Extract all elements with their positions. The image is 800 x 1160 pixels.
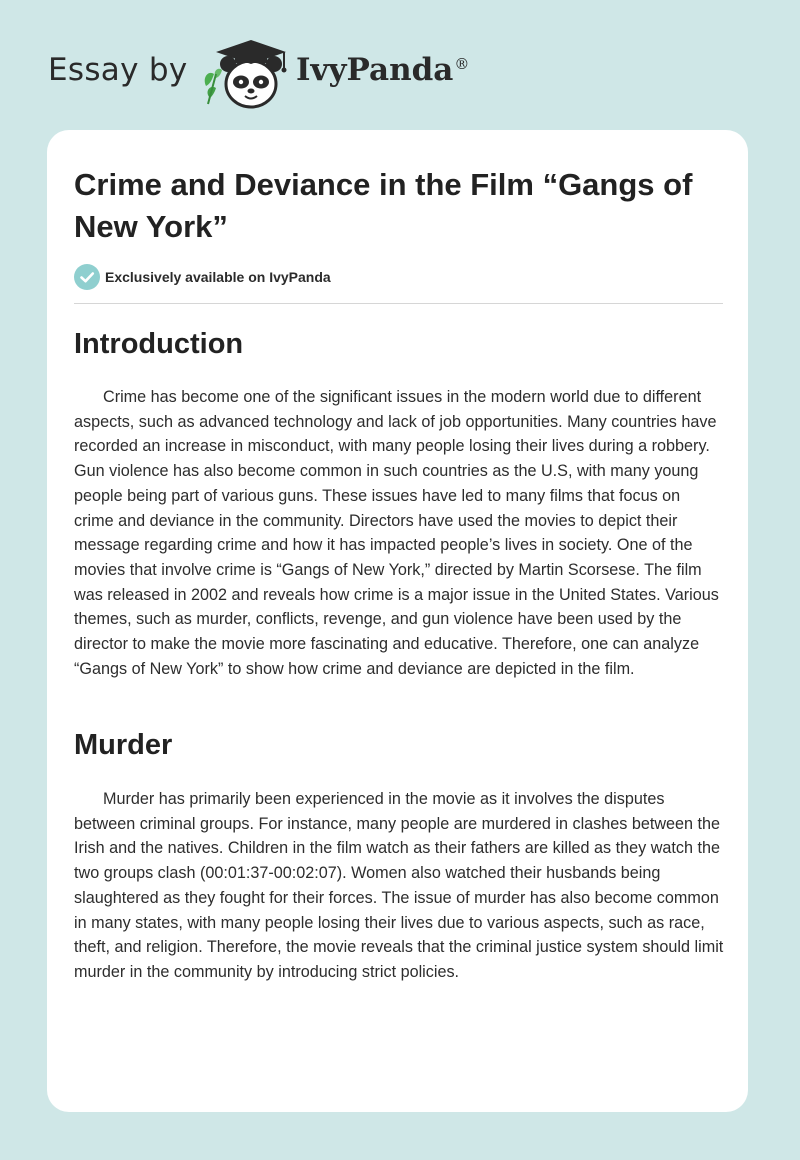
exclusive-badge-label: Exclusively available on IvyPanda [105, 269, 331, 285]
essay-card [47, 130, 748, 1112]
brand-name: IvyPanda® [296, 52, 470, 88]
registered-mark: ® [454, 54, 470, 73]
site-brand[interactable] [48, 34, 508, 114]
brand-prefix: Essay by [48, 52, 188, 88]
section-heading-introduction: Introduction [74, 328, 244, 360]
section-paragraph-introduction: Crime has become one of the significant issues in the modern world due to different aspects, such as advanced technology and lack of job opportunities. Many countries have recorded an increase in misconduct, with many people losing their lives during a robbery. Gun violence has also become common in such countries as the U.S, with many young people being part of various guns. These issues have led to many films that focus on crime and deviance in the community. Directors have used the movies to depict their message regarding crime and how it has impacted people’s lives in society. One of the movies that involve crime is “Gangs of New York,” directed by Martin Scorsese. The film was released in 2002 and reveals how crime is a major issue in the United States. Various themes, such as murder, conflicts, revenge, and gun violence have been used by the director to make the movie more fascinating and educative. Therefore, one can analyze “Gangs of New York” to show how crime and deviance are depicted in the film. [74, 388, 719, 678]
panda-graduate-logo-icon [200, 34, 294, 112]
essay-title: Crime and Deviance in the Film “Gangs of New York” [74, 167, 693, 244]
check-circle-icon [74, 264, 100, 290]
exclusive-badge [74, 264, 331, 290]
title-divider [74, 303, 723, 304]
section-heading-murder: Murder [74, 729, 173, 761]
section-paragraph-murder: Murder has primarily been experienced in the movie as it involves the disputes between criminal groups. For instance, many people are murdered in clashes between the Irish and the natives. Children in the film watch as their fathers are killed as they watch the two groups clash (00:01:37-00:02:07). Women also watched their husbands being slaughtered as they fought for their forces. The issue of murder has also become common in many states, with many people losing their lives due to various aspects, such as race, theft, and religion. Therefore, the movie reveals that the criminal justice system should limit murder in the community by introducing strict policies. [74, 790, 724, 981]
